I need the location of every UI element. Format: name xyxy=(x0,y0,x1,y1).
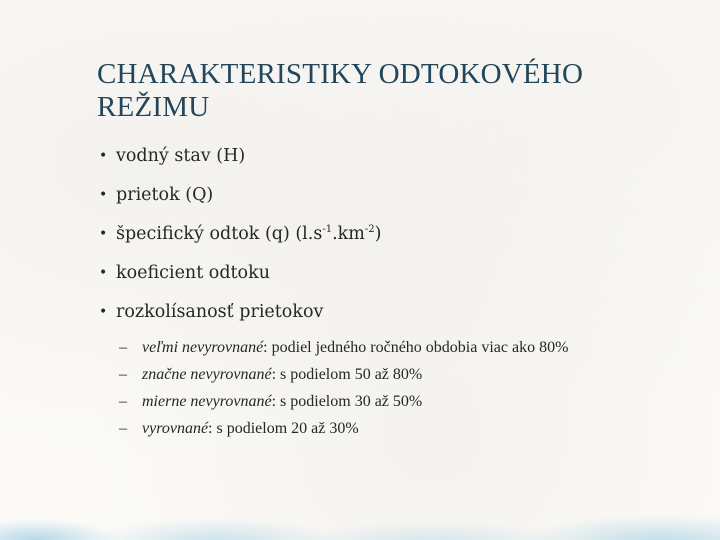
sub-item-term: vyrovnané xyxy=(142,420,209,437)
sub-bullet-list xyxy=(119,334,699,442)
bullet-text: vodný stav (H) xyxy=(116,146,246,166)
sub-item xyxy=(119,361,699,388)
bullet-runoff-coefficient xyxy=(97,261,697,285)
bullet-text: rozkolísanosť prietokov xyxy=(116,302,324,322)
bullet-marker: • xyxy=(99,226,108,242)
sub-item xyxy=(119,388,699,415)
bullet-text: prietok (Q) xyxy=(116,185,214,205)
bullet-text: koeficient odtoku xyxy=(116,263,270,283)
sub-item-text: : podiel jedného ročného obdobia viac ako 80% xyxy=(263,339,569,356)
bullet-text-part: .km xyxy=(332,224,365,244)
sub-item-term: značne nevyrovnané xyxy=(142,366,272,383)
sub-item-text: : s podielom 20 až 30% xyxy=(208,420,359,437)
dash-marker: – xyxy=(119,339,127,356)
dash-marker: – xyxy=(119,393,127,410)
bullet-marker: • xyxy=(99,304,108,320)
slide-title: CHARAKTERISTIKY ODTOKOVÉHO REŽIMU xyxy=(97,58,584,123)
superscript: -2 xyxy=(364,224,375,236)
bullet-discharge xyxy=(97,183,697,207)
sub-item xyxy=(119,334,699,361)
sub-item-term: veľmi nevyrovnané xyxy=(142,339,264,356)
sub-item-text: : s podielom 30 až 50% xyxy=(271,393,423,410)
bullet-marker: • xyxy=(99,148,108,164)
bullet-specific-runoff xyxy=(97,222,697,246)
bullet-text-part: ) xyxy=(374,224,382,244)
sub-item xyxy=(119,415,699,442)
bullet-marker: • xyxy=(99,265,108,281)
sub-item-term: mierne nevyrovnané xyxy=(142,393,272,410)
dash-marker: – xyxy=(119,366,127,383)
bullet-marker: • xyxy=(99,187,108,203)
bullet-list xyxy=(97,144,697,339)
superscript: -1 xyxy=(322,224,333,236)
bullet-flow-variability xyxy=(97,300,697,324)
sub-item-text: : s podielom 50 až 80% xyxy=(271,366,423,383)
watercolor-wash xyxy=(0,480,720,540)
dash-marker: – xyxy=(119,420,127,437)
bullet-text-part: špecifický odtok (q) (l.s xyxy=(116,224,323,244)
bullet-water-level xyxy=(97,144,697,168)
